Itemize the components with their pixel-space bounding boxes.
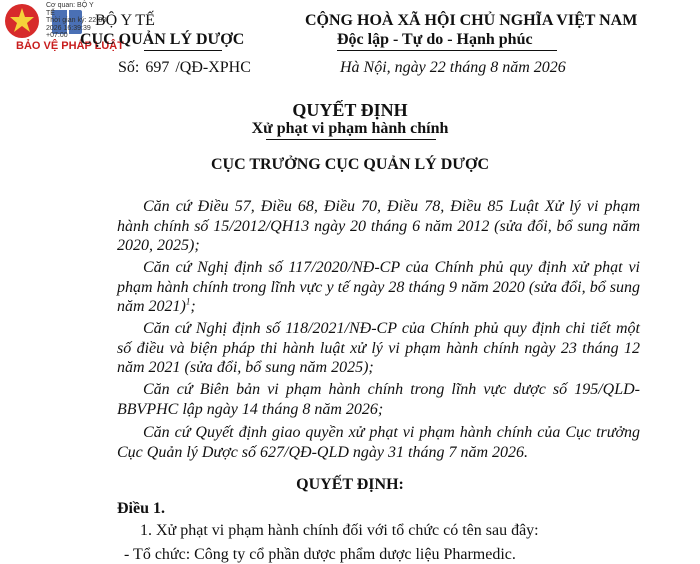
document-number: Số: 697 /QĐ-XPHC [118,59,251,76]
emblem-icon [2,2,42,40]
department-name: CỤC QUẢN LÝ DƯỢC [80,31,245,48]
watermark-text: BẢO VỆ PHÁP LUẬT [16,40,124,52]
article-item: 1. Xử phạt vi phạm hành chính đối với tổ chức có tên sau đây: [140,522,539,539]
issue-date: Hà Nội, ngày 22 tháng 8 năm 2026 [340,59,566,76]
subtitle-underline [266,139,436,140]
document-title: QUYẾT ĐỊNH [292,100,408,120]
issuing-authority: CỤC TRƯỞNG CỤC QUẢN LÝ DƯỢC [210,156,490,173]
article-heading: Điều 1. [117,500,165,517]
legal-basis-paragraph: Căn cứ Nghị định số 117/2020/NĐ-CP của Chính phủ quy định xử phạt vi phạm hành chính trong lĩnh vực y tế ngày 28 tháng 9 năm 2020 (sửa đổi, bổ sung năm 2021)$^1$; [117,259,640,315]
legal-basis-paragraph: Căn cứ Biên bản vi phạm hành chính trong lĩnh vực dược số 195/QLD-BBVPHC lập ngày 14 tháng 8 năm 2026; [117,381,640,418]
decision-heading: QUYẾT ĐỊNH: [296,476,404,493]
document-subtitle: Xử phạt vi phạm hành chính [251,120,449,137]
organization-line: - Tổ chức: Công ty cổ phần dược phẩm dược liệu Pharmedic. [124,546,516,563]
legal-basis-paragraph: Căn cứ Điều 57, Điều 68, Điều 70, Điều 78, Điều 85 Luật Xử lý vi phạm hành chính số 15/2012/QH13 ngày 20 tháng 6 năm 2012 (sửa đổi, bổ sung năm 2020, 2025); [117,198,640,254]
nation-name: CỘNG HOÀ XÃ HỘI CHỦ NGHĨA VIỆT NAM [305,12,638,29]
footnote-marker: 1 [185,296,191,307]
department-underline [144,50,222,51]
ministry-name: BỘ Y TẾ [95,12,155,29]
digital-signature-text: Cơ quan: BỘ Y TẾ Thời gian ký: 22-08- 2026 16:39:39 +07:00 [46,2,109,39]
motto-underline [337,50,557,51]
national-motto: Độc lập - Tự do - Hạnh phúc [337,31,533,48]
legal-basis-paragraph: Căn cứ Quyết định giao quyền xử phạt vi phạm hành chính của Cục trưởng Cục Quản lý Dược số 627/QĐ-QLD ngày 31 tháng 7 năm 2026. [117,424,640,461]
legal-basis-paragraph: Căn cứ Nghị định số 118/2021/NĐ-CP của Chính phủ quy định chi tiết một số điều và biện pháp thi hành luật xử lý vi phạm hành chính ngày 23 tháng 12 năm 2021 (sửa đổi, bổ sung năm 2025); [117,320,640,376]
